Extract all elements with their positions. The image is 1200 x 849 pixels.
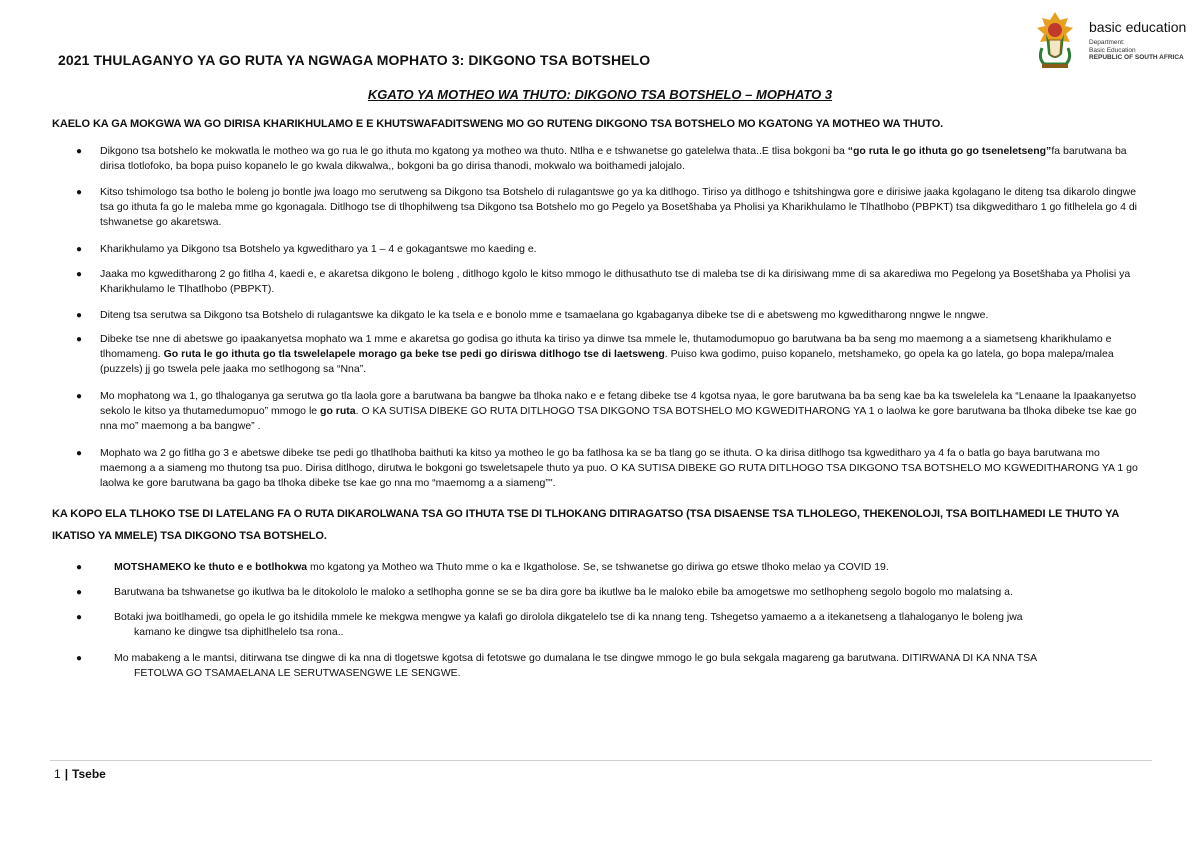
list-item-text — [114, 560, 1162, 575]
bullet-icon: ● — [76, 334, 83, 345]
bullet-icon: ● — [76, 391, 83, 402]
footer-separator: | — [64, 767, 69, 781]
bullet-icon: ● — [76, 244, 83, 255]
text-run: . O KA SUTISA DIBEKE GO RUTA DITLHOGO TSA DIKGONO TSA BOTSHELO MO KGWEDITHARONG YA 1 o laolwa ke gore barutwana ba tlhoka dibeke tse kae go nna mo” maemong a ba bangwe” . — [100, 405, 1137, 432]
text-run: mo kgatong ya Motheo wa Thuto mme o ka e Ikgatholose. Se, se tshwanetse go diriwa go etswe tlhoko melao ya COVID 19. — [307, 561, 889, 573]
section-1-heading: KAELO KA GA MOKGWA WA GO DIRISA KHARIKHULAMO E E KHUTSWAFADITSWENG MO GO RUTENG DIKGONO TSA BOTSHELO MO KGATONG YA MOTHEO WA THUTO. — [52, 118, 944, 130]
section-2-heading: KA KOPO ELA TLHOKO TSE DI LATELANG FA O RUTA DIKAROLWANA TSA GO ITHUTA TSE DI TLHOKANG DITIRAGATSO (TSA DISAENSE TSA TLHOLEGO, THEKENOLOJI, TSA BOITLHAMEDI LE THUTO YA IKATISO YA MMELE) TSA DIKGONO TSA BOTSHELO. — [52, 508, 1119, 542]
bullet-icon: ● — [76, 269, 83, 280]
text-run: Dibeke tse nne di abetswe go ipaakanyetsa mophato wa 1 mme e akaretsa go godisa go ithuta ka tiriso ya dinwe tsa mmele le, thutamodumopuo go barutwana ba ba seng mo maemong a a siametseng kharikhulamo e tlhomameng. — [100, 333, 1112, 360]
bold-text-run: go ruta — [320, 405, 356, 417]
bullet-icon: ● — [76, 587, 83, 598]
logo-line-republic: REPUBLIC OF SOUTH AFRICA — [1089, 54, 1184, 61]
text-run: Botaki jwa boitlhamedi, go opela le go itshidila mmele ke mekgwa mengwe ya kalafi go dirolola dikgatelelo tse di ka nnang teng. Tshegetso yamaemo a a itekanetseng a tlahaloganyo le boleng jwa — [114, 611, 1023, 623]
bullet-icon: ● — [76, 187, 83, 198]
list-item-text — [114, 610, 1162, 640]
bullet-icon: ● — [76, 562, 83, 573]
text-run: Mo mophatong wa 1, go tlhaloganya ga serutwa go tla laola gore a barutwana ba bangwe ba tlhoka nako e e fetang dibeke tse 4 kgotsa nyaa, le gore barutwana ba ba seng kae ba ka tswelelela ka “Lenaane la Ipaakanyetso sekolo le kitso ya thutamedumopuo” mmogo le — [100, 390, 1137, 417]
text-run: Dikgono tsa botshelo ke mokwatla le motheo wa go rua le go ithuta mo kgatong ya motheo wa thuto. Ntlha e e tshwanetse go gatelelwa thata..E tlisa bokgoni ba — [100, 145, 848, 157]
text-run: . Puiso kwa godimo, puiso kopanelo, metshameko, go opela ka go latela, go bopa malepa/malea (puzzels) jj go tswela pele jaaka mo setlhogong sa “Nna”. — [100, 348, 1114, 375]
bullet-icon: ● — [76, 612, 83, 623]
list-item-text: Kharikhulamo ya Dikgono tsa Botshelo ya kgweditharo ya 1 – 4 e gokagantswe mo kaeding e. — [100, 243, 537, 255]
page-number: 1 — [54, 767, 61, 781]
page-label: Tsebe — [72, 767, 106, 781]
text-run: Mo mabakeng a le mantsi, ditirwana tse dingwe di ka nna di tlogetswe kgotsa di fetotswe go dumalana le tse dingwe mmogo le go bula sekgala magareng ga barutwana. DITIRWANA DI KA NNA TSA — [114, 652, 1038, 664]
list-item-text — [114, 651, 1162, 681]
list-item-text: Barutwana ba tshwanetse go ikutlwa ba le ditokololo le maloko a setlhopha gonne se se ba dira gore ba ikutlwe ba le maloko ebile ba amogetswe mo setlhopheng segolo bogolo mo malatsing a. — [114, 586, 1013, 598]
list-item-text — [100, 332, 1148, 377]
logo-line-basic-education: Basic Education — [1089, 46, 1136, 54]
bold-text-run: Go ruta le go ithuta go tla tswelelapele morago ga beke tse pedi go diriswa ditlhogo tse di laetsweng — [163, 348, 665, 360]
bold-text-run: MOTSHAMEKO ke thuto e e botlhokwa — [114, 561, 308, 573]
document-title: 2021 THULAGANYO YA GO RUTA YA NGWAGA MOPHATO 3: DIKGONO TSA BOTSHELO — [58, 52, 651, 68]
footer-divider — [50, 760, 1152, 761]
list-item-text — [100, 389, 1148, 434]
logo-line-department: Department: — [1089, 39, 1125, 46]
coat-of-arms-icon — [1032, 10, 1078, 70]
bullet-icon: ● — [76, 448, 83, 459]
document-subtitle: KGATO YA MOTHEO WA THUTO: DIKGONO TSA BOTSHELO – MOPHATO 3 — [367, 87, 833, 102]
logo-brand-text: basic education — [1089, 19, 1187, 35]
list-item-text: Diteng tsa serutwa sa Dikgono tsa Botshelo di rulagantswe ka dikgato le ka tsela e e bonolo mme e tsamaelana go kgabaganya dibeke tse di e abetsweng mo kgweditharong nngwe le nngwe. — [100, 309, 989, 321]
list-item-text: Jaaka mo kgweditharong 2 go fitlha 4, kaedi e, e akaretsa dikgono le boleng , ditlhogo kgolo le kitso mmogo le dithusathuto tse di maleba tse di ka dirisiwang mme di sa akarediwa mo Pegelong ya Bosetšhaba ya Pholisi ya Kharikhulamo le Tlhatlhobo (PBPKT). — [100, 268, 1131, 295]
bullet-icon: ● — [76, 146, 83, 157]
bullet-icon: ● — [76, 310, 83, 321]
page-footer — [54, 767, 106, 781]
list-item-text: Mophato wa 2 go fitlha go 3 e abetswe dibeke tse pedi go tlhatlhoba baithuti ka kitso ya motheo le go ba fatlhosa ka se ba tlang go se ithuta. O ka dirisa ditlhogo tsa kgweditharo ya 4 fa o batla go baya barutwana mo maemong a a siameng mo thutong tsa puo. Dirisa ditlhogo, dirutwa le bokgoni go tsweletsapele thuto ya puo. O KA SUTISA DIBEKE GO RUTA DITLHOGO TSA DIKGONO TSA BOTSHELO MO KGWEDITHARONG YA 1 go laolwa ke gore barutwana ba gago ba tlhoka dibeke tse kae go nna mo “maemomg a a siameng”". — [100, 447, 1138, 489]
text-run-indented: kamano ke dingwe tsa diphitlhelelo tsa rona.. — [134, 626, 344, 638]
text-run-indented: FETOLWA GO TSAMAELANA LE SERUTWASENGWE LE SENGWE. — [134, 667, 461, 679]
list-item-text — [100, 144, 1148, 174]
dbe-logo — [1032, 10, 1197, 72]
bullet-icon: ● — [76, 653, 83, 664]
logo-department-text — [1089, 39, 1184, 62]
list-item-text: Kitso tshimologo tsa botho le boleng jo bontle jwa loago mo serutweng sa Dikgono tsa Botshelo di rulagantswe go ya ka ditlhogo. Tiriso ya ditlhogo e tshitshingwa gore e dirisiwe jaaka kgolagano le diteng tsa dikarolo dingwe tsa go ithuta fa go le maleba mme go kgonagala. Ditlhogo tse di tlhophilweng tsa Dikgono tsa Botshelo mo go Pegelo ya Bosetšhaba ya Pholisi ya Kharikhulamo le Tlhatlhobo (PBPKT) tsa dikgweditharo 1 go fitlhelela go 4 di tshwanetse go akaretswa. — [100, 186, 1138, 228]
bold-text-run: “go ruta le go ithuta go go tseneletseng” — [847, 145, 1052, 157]
text-run: fa barutwana ba dirisa tlotlofoko, ba bopa puiso kopanelo le go kwala dikwalwa,, bokgoni ba go dirisa thanodi, mokwalo wa boithamedi jalojalo. — [100, 145, 1127, 172]
